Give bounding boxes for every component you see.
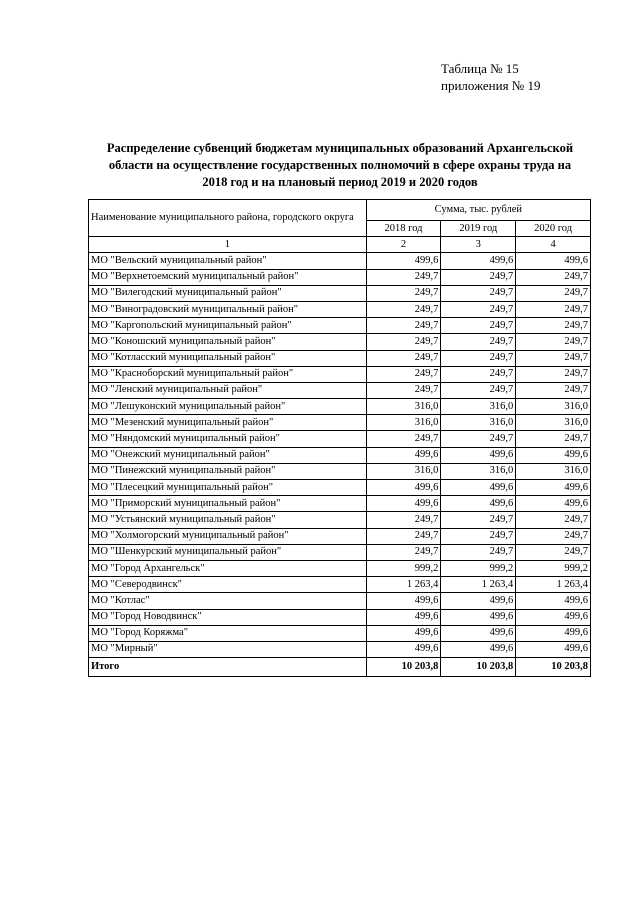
table-row xyxy=(89,382,591,398)
value-2018-cell: 1 263,4 xyxy=(366,577,441,593)
title-line-2: области на осуществление государственных полномочий в сфере охраны труда на xyxy=(108,158,572,172)
value-2018-cell: 249,7 xyxy=(366,301,441,317)
value-2019-cell: 316,0 xyxy=(441,399,516,415)
table-row xyxy=(89,431,591,447)
municipality-name-cell: МО "Виноградовский муниципальный район" xyxy=(89,301,367,317)
value-2019-cell: 249,7 xyxy=(441,301,516,317)
municipality-name-cell: МО "Вельский муниципальный район" xyxy=(89,253,367,269)
value-2019-cell: 249,7 xyxy=(441,544,516,560)
table-row xyxy=(89,301,591,317)
value-2020-cell: 499,6 xyxy=(516,480,591,496)
value-2020-cell: 249,7 xyxy=(516,512,591,528)
municipality-name-cell: МО "Лешуконский муниципальный район" xyxy=(89,399,367,415)
value-2020-cell: 249,7 xyxy=(516,350,591,366)
value-2019-cell: 249,7 xyxy=(441,350,516,366)
table-row xyxy=(89,528,591,544)
value-2020-cell: 249,7 xyxy=(516,366,591,382)
table-row xyxy=(89,269,591,285)
table-row xyxy=(89,334,591,350)
value-2018-cell: 249,7 xyxy=(366,350,441,366)
value-2018-cell: 249,7 xyxy=(366,382,441,398)
value-2020-cell: 316,0 xyxy=(516,415,591,431)
table-row xyxy=(89,480,591,496)
value-2019-cell: 499,6 xyxy=(441,593,516,609)
value-2018-cell: 249,7 xyxy=(366,269,441,285)
municipality-name-cell: МО "Ленский муниципальный район" xyxy=(89,382,367,398)
value-2020-cell: 249,7 xyxy=(516,269,591,285)
value-2019-cell: 499,6 xyxy=(441,609,516,625)
value-2019-cell: 499,6 xyxy=(441,625,516,641)
value-2019-cell: 499,6 xyxy=(441,253,516,269)
total-row xyxy=(89,658,591,677)
value-2018-cell: 499,6 xyxy=(366,447,441,463)
column-number-4: 4 xyxy=(516,237,591,253)
value-2018-cell: 499,6 xyxy=(366,253,441,269)
municipality-name-cell: МО "Красноборский муниципальный район" xyxy=(89,366,367,382)
value-2020-cell: 249,7 xyxy=(516,544,591,560)
value-2018-cell: 249,7 xyxy=(366,334,441,350)
value-2019-cell: 499,6 xyxy=(441,496,516,512)
value-2018-cell: 249,7 xyxy=(366,544,441,560)
column-header-2019: 2019 год xyxy=(441,221,516,237)
value-2020-cell: 249,7 xyxy=(516,431,591,447)
value-2018-cell: 316,0 xyxy=(366,415,441,431)
subvention-table xyxy=(88,199,591,677)
municipality-name-cell: МО "Котласский муниципальный район" xyxy=(89,350,367,366)
municipality-name-cell: МО "Няндомский муниципальный район" xyxy=(89,431,367,447)
table-body xyxy=(89,253,591,658)
value-2019-cell: 249,7 xyxy=(441,334,516,350)
value-2019-cell: 1 263,4 xyxy=(441,577,516,593)
document-title xyxy=(80,140,600,191)
value-2019-cell: 316,0 xyxy=(441,463,516,479)
column-header-2018: 2018 год xyxy=(366,221,441,237)
table-row xyxy=(89,318,591,334)
municipality-name-cell: МО "Котлас" xyxy=(89,593,367,609)
table-row xyxy=(89,560,591,576)
value-2018-cell: 249,7 xyxy=(366,318,441,334)
value-2019-cell: 316,0 xyxy=(441,415,516,431)
value-2020-cell: 249,7 xyxy=(516,528,591,544)
table-row xyxy=(89,399,591,415)
appendix-number-label: приложения № 19 xyxy=(441,78,541,93)
value-2018-cell: 316,0 xyxy=(366,463,441,479)
value-2020-cell: 499,6 xyxy=(516,641,591,657)
table-row xyxy=(89,609,591,625)
table-row xyxy=(89,496,591,512)
table-row xyxy=(89,285,591,301)
column-header-name: Наименование муниципального района, городского округа xyxy=(89,200,367,237)
value-2019-cell: 499,6 xyxy=(441,641,516,657)
municipality-name-cell: МО "Холмогорский муниципальный район" xyxy=(89,528,367,544)
value-2018-cell: 999,2 xyxy=(366,560,441,576)
value-2019-cell: 249,7 xyxy=(441,366,516,382)
value-2020-cell: 499,6 xyxy=(516,609,591,625)
municipality-name-cell: МО "Город Новодвинск" xyxy=(89,609,367,625)
value-2020-cell: 499,6 xyxy=(516,625,591,641)
municipality-name-cell: МО "Вилегодский муниципальный район" xyxy=(89,285,367,301)
value-2018-cell: 249,7 xyxy=(366,512,441,528)
value-2018-cell: 499,6 xyxy=(366,609,441,625)
value-2018-cell: 249,7 xyxy=(366,431,441,447)
total-label: Итого xyxy=(89,658,367,677)
total-2019: 10 203,8 xyxy=(441,658,516,677)
value-2020-cell: 249,7 xyxy=(516,285,591,301)
table-row xyxy=(89,415,591,431)
value-2019-cell: 249,7 xyxy=(441,431,516,447)
value-2019-cell: 249,7 xyxy=(441,318,516,334)
value-2020-cell: 499,6 xyxy=(516,253,591,269)
value-2020-cell: 316,0 xyxy=(516,463,591,479)
column-header-2020: 2020 год xyxy=(516,221,591,237)
table-reference xyxy=(441,60,540,94)
column-number-row xyxy=(89,237,591,253)
value-2020-cell: 499,6 xyxy=(516,496,591,512)
header-row xyxy=(89,200,591,221)
value-2018-cell: 499,6 xyxy=(366,625,441,641)
table-row xyxy=(89,447,591,463)
value-2020-cell: 999,2 xyxy=(516,560,591,576)
municipality-name-cell: МО "Шенкурский муниципальный район" xyxy=(89,544,367,560)
column-number-3: 3 xyxy=(441,237,516,253)
value-2019-cell: 249,7 xyxy=(441,382,516,398)
value-2020-cell: 249,7 xyxy=(516,334,591,350)
value-2019-cell: 499,6 xyxy=(441,447,516,463)
total-2020: 10 203,8 xyxy=(516,658,591,677)
value-2020-cell: 499,6 xyxy=(516,447,591,463)
value-2018-cell: 499,6 xyxy=(366,641,441,657)
municipality-name-cell: МО "Устьянский муниципальный район" xyxy=(89,512,367,528)
value-2020-cell: 316,0 xyxy=(516,399,591,415)
total-2018: 10 203,8 xyxy=(366,658,441,677)
municipality-name-cell: МО "Северодвинск" xyxy=(89,577,367,593)
municipality-name-cell: МО "Мирный" xyxy=(89,641,367,657)
column-number-2: 2 xyxy=(366,237,441,253)
value-2019-cell: 499,6 xyxy=(441,480,516,496)
value-2020-cell: 499,6 xyxy=(516,593,591,609)
municipality-name-cell: МО "Мезенский муниципальный район" xyxy=(89,415,367,431)
municipality-name-cell: МО "Город Коряжма" xyxy=(89,625,367,641)
value-2018-cell: 499,6 xyxy=(366,593,441,609)
table-number-label: Таблица № 15 xyxy=(441,61,519,76)
column-number-1: 1 xyxy=(89,237,367,253)
value-2019-cell: 249,7 xyxy=(441,512,516,528)
table-row xyxy=(89,641,591,657)
table-row xyxy=(89,350,591,366)
table-row xyxy=(89,544,591,560)
title-line-3: 2018 год и на плановый период 2019 и 2020 годов xyxy=(202,175,478,189)
value-2018-cell: 249,7 xyxy=(366,366,441,382)
value-2018-cell: 499,6 xyxy=(366,480,441,496)
municipality-name-cell: МО "Каргопольский муниципальный район" xyxy=(89,318,367,334)
municipality-name-cell: МО "Город Архангельск" xyxy=(89,560,367,576)
value-2020-cell: 1 263,4 xyxy=(516,577,591,593)
value-2018-cell: 499,6 xyxy=(366,496,441,512)
value-2018-cell: 249,7 xyxy=(366,285,441,301)
municipality-name-cell: МО "Коношский муниципальный район" xyxy=(89,334,367,350)
title-line-1: Распределение субвенций бюджетам муниципальных образований Архангельской xyxy=(106,141,574,155)
table-row xyxy=(89,577,591,593)
value-2019-cell: 999,2 xyxy=(441,560,516,576)
value-2020-cell: 249,7 xyxy=(516,318,591,334)
municipality-name-cell: МО "Пинежский муниципальный район" xyxy=(89,463,367,479)
table-row xyxy=(89,512,591,528)
municipality-name-cell: МО "Онежский муниципальный район" xyxy=(89,447,367,463)
municipality-name-cell: МО "Плесецкий муниципальный район" xyxy=(89,480,367,496)
table-row xyxy=(89,253,591,269)
table-row xyxy=(89,593,591,609)
value-2018-cell: 316,0 xyxy=(366,399,441,415)
value-2020-cell: 249,7 xyxy=(516,301,591,317)
value-2019-cell: 249,7 xyxy=(441,269,516,285)
table-row xyxy=(89,463,591,479)
value-2018-cell: 249,7 xyxy=(366,528,441,544)
value-2019-cell: 249,7 xyxy=(441,285,516,301)
municipality-name-cell: МО "Приморский муниципальный район" xyxy=(89,496,367,512)
column-header-sum: Сумма, тыс. рублей xyxy=(366,200,590,221)
table-row xyxy=(89,625,591,641)
value-2020-cell: 249,7 xyxy=(516,382,591,398)
municipality-name-cell: МО "Верхнетоемский муниципальный район" xyxy=(89,269,367,285)
value-2019-cell: 249,7 xyxy=(441,528,516,544)
table-row xyxy=(89,366,591,382)
